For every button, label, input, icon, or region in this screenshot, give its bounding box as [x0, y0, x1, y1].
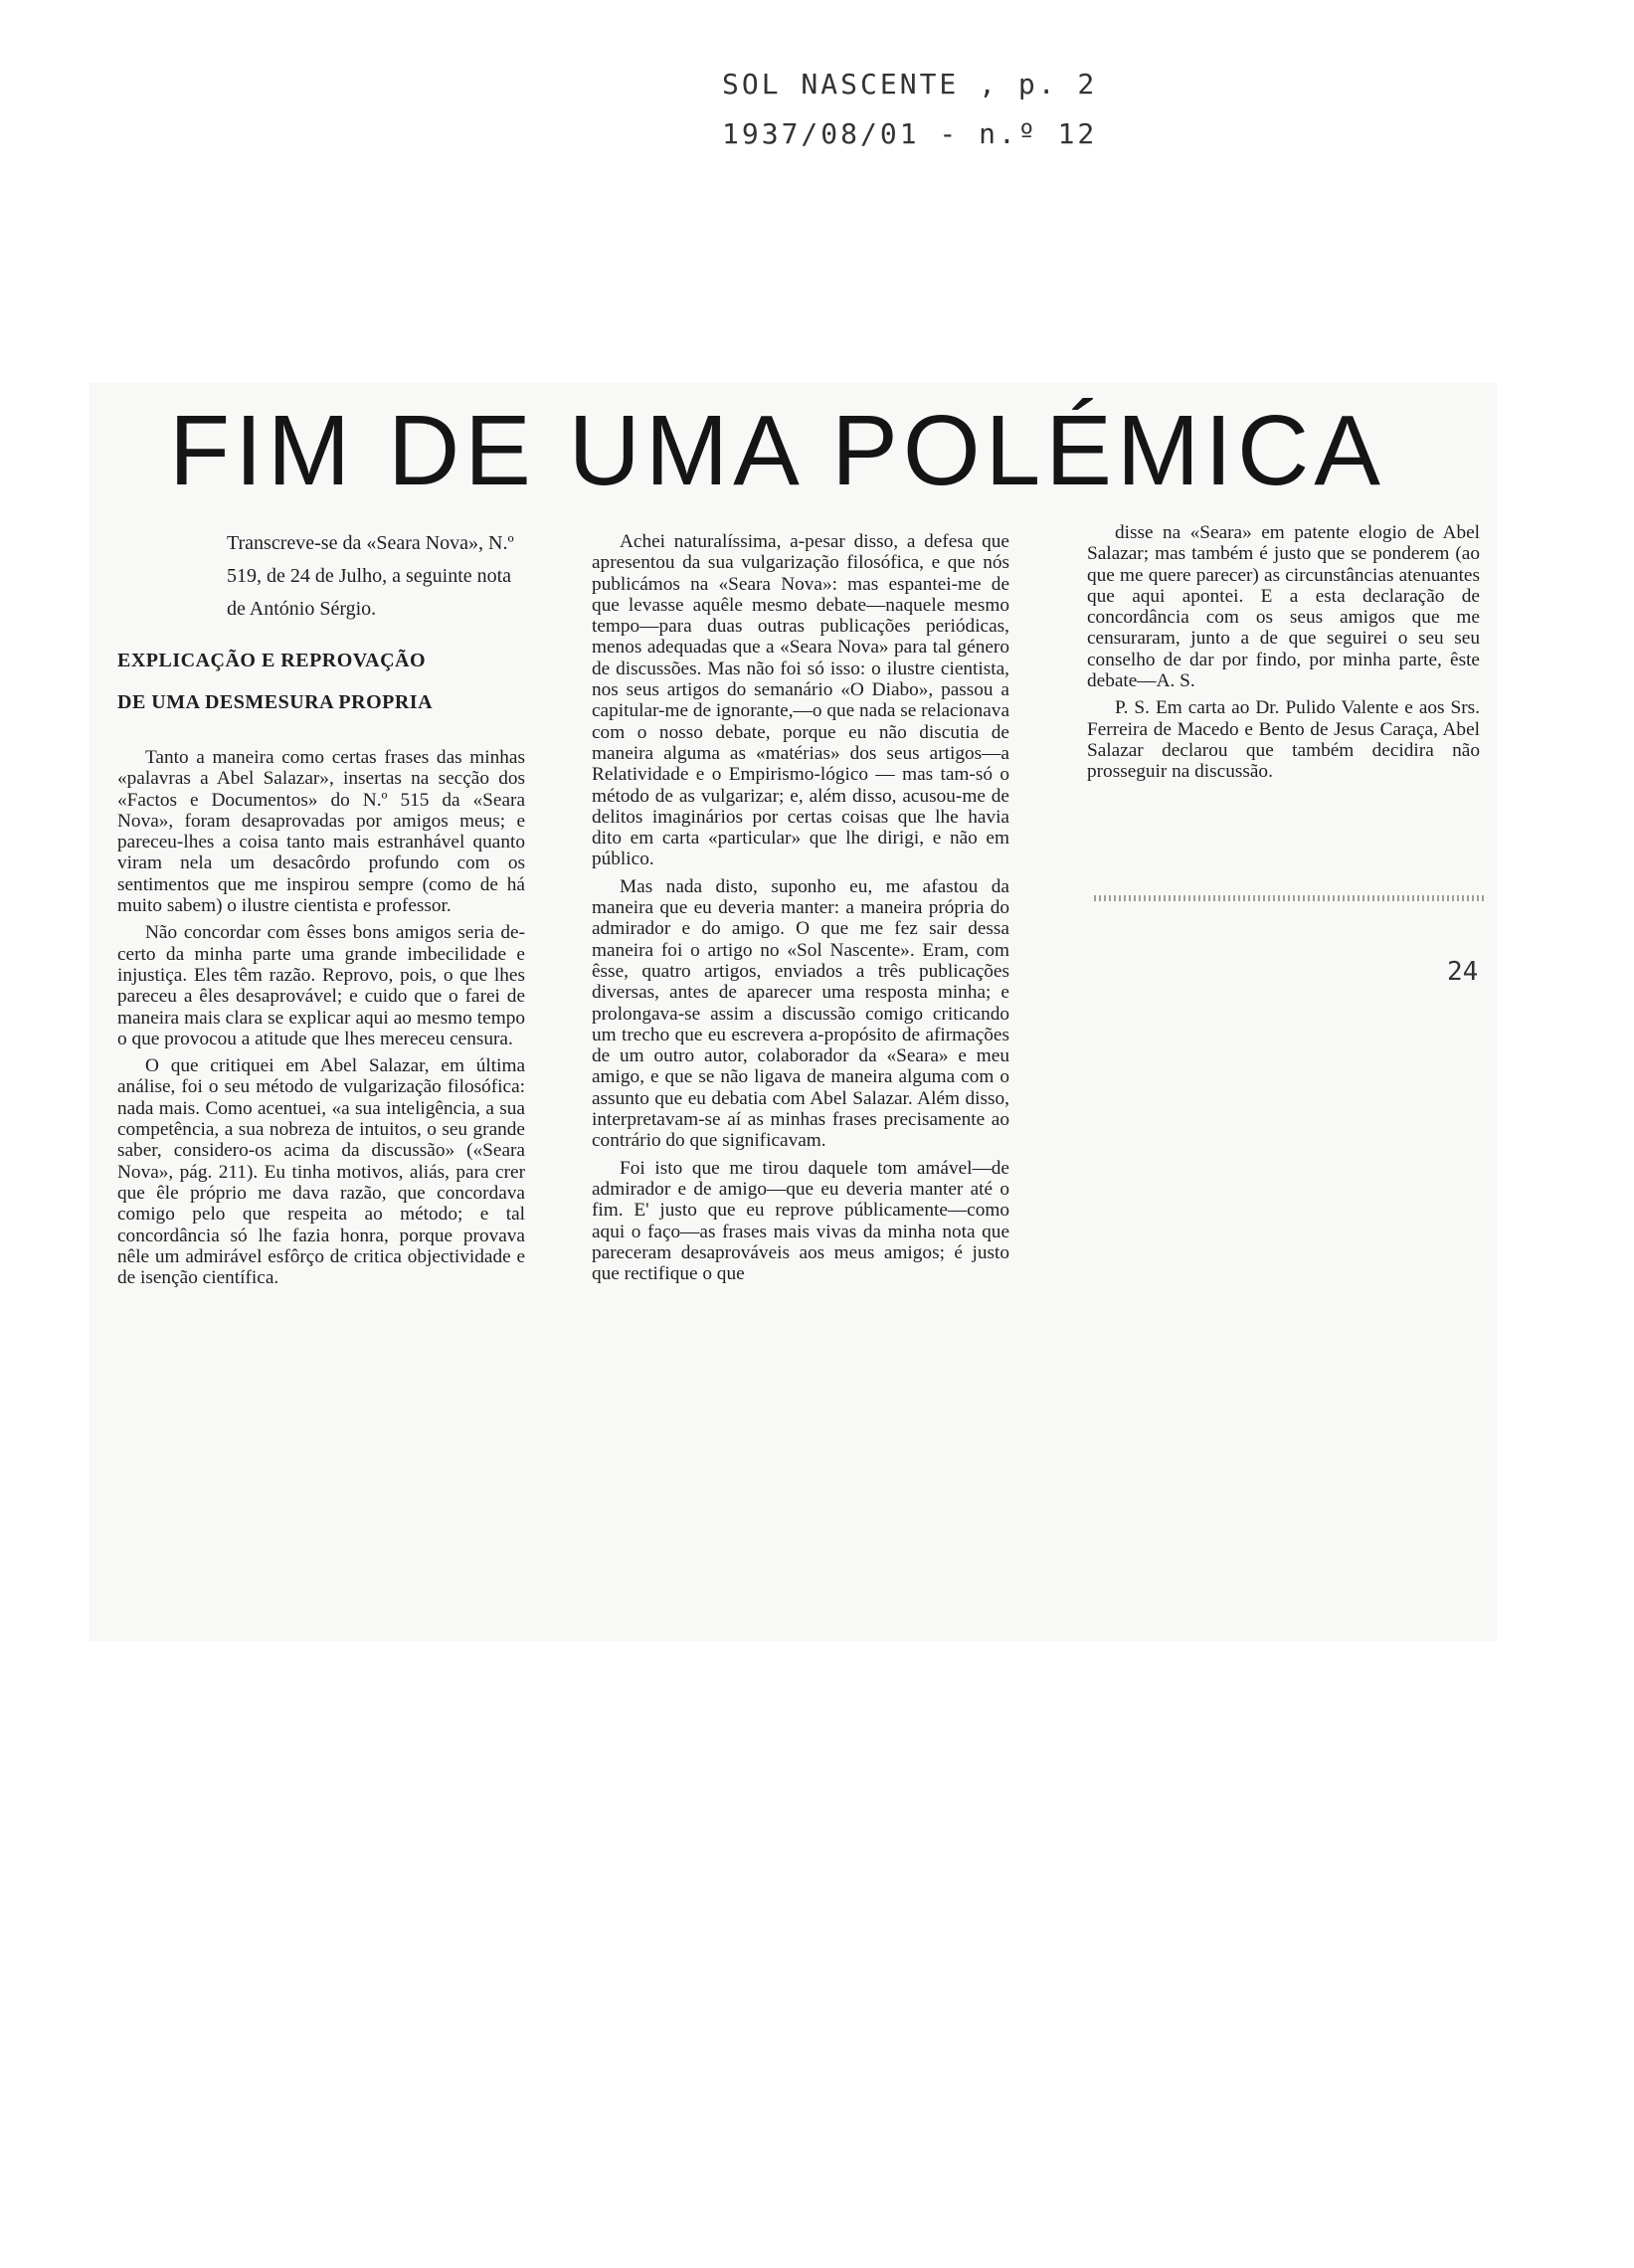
- paragraph: Não concordar com êsses bons amigos seria de-certo da minha parte uma grande imbecilidade e injustiça. Eles têm razão. Reprovo, pois, o que lhes pareceu a êles desaprovável; e cuido que o farei de maneira mais clara se explicar aqui ao mesmo tempo o que provocou a atitude que lhes mereceu censura.: [117, 922, 525, 1049]
- article-headline: FIM DE UMA POLÉMICA: [169, 395, 1385, 506]
- archive-header-source: SOL NASCENTE , p. 2: [722, 68, 1098, 100]
- paragraph: Tanto a maneira como certas frases das minhas «palavras a Abel Salazar», insertas na secção dos «Factos e Documentos» do N.º 515 da «Seara Nova», foram desaprovadas por amigos meus; e pareceu-lhes a coisa tanto mais estranhável quanto viram nela um desacôrdo profundo com os sentimentos que me inspirou sempre (como de há muito sabem) o ilustre cientista e professor.: [117, 747, 525, 917]
- article-intro: Transcreve-se da «Seara Nova», N.º 519, de 24 de Julho, a seguinte nota de António Sérgio.: [227, 532, 514, 620]
- archive-header-date-issue: 1937/08/01 - n.º 12: [722, 117, 1098, 150]
- page-number: 24: [1447, 957, 1479, 987]
- paragraph: Mas nada disto, suponho eu, me afastou da maneira que eu deveria manter: a maneira própria do admirador e do amigo. O que me fez sair dessa maneira foi o artigo no «Sol Nascente». Eram, com êsse, quatro artigos, enviados a três publicações diversas, antes de aparecer uma resposta minha; e prolongava-se assim a discussão comigo criticando um trecho que eu escrevera a-propósito de afirmações de um outro autor, colaborador da «Seara» e meu amigo, e que se não ligava de maneira alguma com o assunto que eu debatia com Abel Salazar. Além disso, interpretavam-se aí as minhas frases precisamente ao contrário do que significavam.: [592, 875, 1009, 1152]
- paragraph: Foi isto que me tirou daquele tom amável—de admirador e de amigo—que eu deveria manter até o fim. E' justo que eu reprove públicamente—como aqui o faço—as frases mais vivas da minha nota que pareceram desaprováveis aos meus amigos; é justo que rectifique o que: [592, 1157, 1009, 1285]
- article-subheading-line-2: DE UMA DESMESURA PROPRIA: [117, 691, 434, 713]
- article-column-1: [117, 527, 525, 1288]
- paragraph: Achei naturalíssima, a-pesar disso, a defesa que apresentou da sua vulgarização filosófica, e que nós publicámos na «Seara Nova»: mas espantei-me de que levasse aquêle mesmo debate—naquele mesmo tempo—para duas outras publicações periódicas, menos adequadas que a «Seara Nova» para tal género de discussões. Mas não foi só isso: o ilustre cientista, nos seus artigos do semanário «O Diabo», passou a capitular-me de ignorante,—o que nada se relacionava com o nosso debate, porque eu não discutia de maneira alguma as «matérias» dos seus artigos—a Relatividade e o Empirismo-lógico — mas tam-só o método de as vulgarizar; e, além disso, acusou-me de delitos imaginários por certas coisas que lhe havia dito em carta «particular» que lhe dirigi, e não em público.: [592, 531, 1009, 870]
- paragraph: O que critiquei em Abel Salazar, em última análise, foi o seu método de vulgarização filosófica: nada mais. Como acentuei, «a sua inteligência, a sua competência, a sua nobreza de intuitos, o seu grande saber, considero-os acima da discussão» («Seara Nova», pág. 211). Eu tinha motivos, aliás, para crer que êle próprio me dava razão, que concordava comigo pelo que respeita ao método; e tal concordância só lhe fazia honra, porque provava nêle um admirável esfôrço de critica objectividade e de isenção científica.: [117, 1055, 525, 1289]
- article-column-3: [1087, 522, 1480, 783]
- column-end-rule: [1094, 895, 1487, 901]
- postscript: P. S. Em carta ao Dr. Pulido Valente e aos Srs. Ferreira de Macedo e Bento de Jesus Caraça, Abel Salazar declarou que também decidira não prosseguir na discussão.: [1087, 697, 1480, 783]
- paragraph: disse na «Seara» em patente elogio de Abel Salazar; mas também é justo que se ponderem (ao que me quere parecer) as circunstâncias atenuantes que aqui apontei. E a esta declaração de concordância com os seus amigos que me censuraram, junto a de que seguirei o seu seu conselho de dar por findo, por minha parte, êste debate—A. S.: [1087, 522, 1480, 692]
- article-column-2: [592, 531, 1009, 1284]
- article-subheading-line-1: EXPLICAÇÃO E REPROVAÇÃO: [117, 650, 427, 671]
